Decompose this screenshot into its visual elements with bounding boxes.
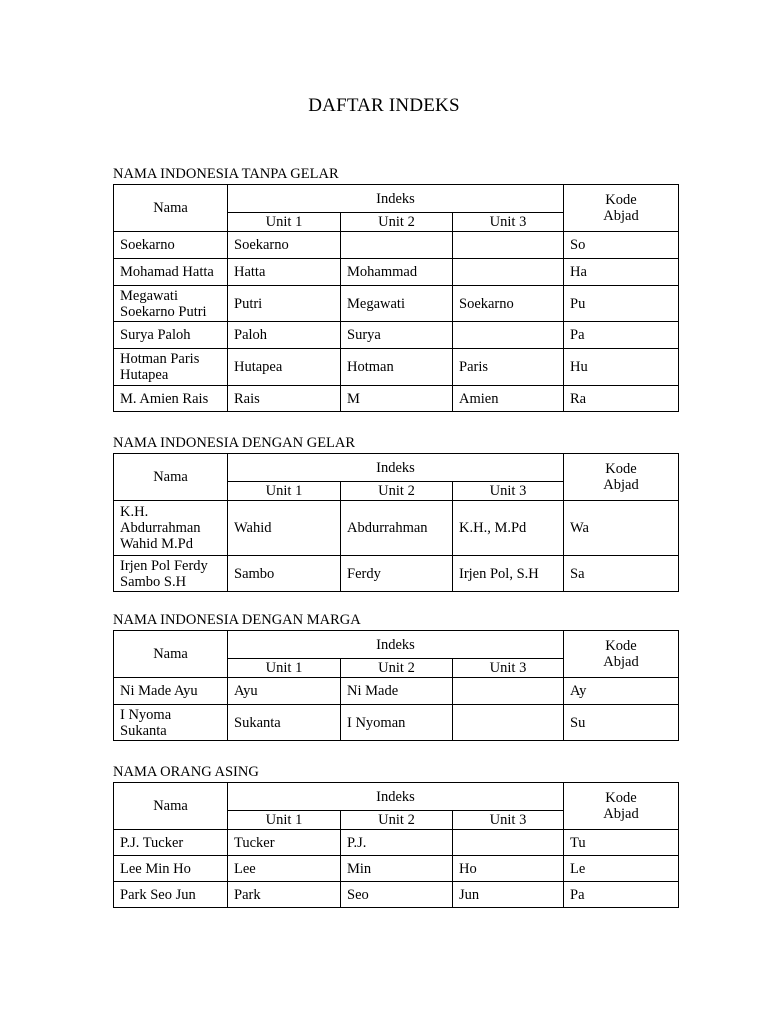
header-indeks: Indeks [228,185,564,213]
header-unit1: Unit 1 [228,482,341,501]
table-row [114,830,679,856]
index-table [113,453,679,592]
section-heading: NAMA INDONESIA DENGAN MARGA [113,612,361,628]
cell-kode: Ay [564,678,679,705]
header-unit3: Unit 3 [453,213,564,232]
header-row [114,454,679,482]
cell-nama [114,259,228,286]
cell-unit3 [453,830,564,856]
header-unit1: Unit 1 [228,659,341,678]
table-row [114,259,679,286]
table-row [114,678,679,705]
header-kode-line2: Abjad [603,654,639,670]
cell-nama [114,678,228,705]
cell-unit3 [453,322,564,349]
cell-nama-line: Megawati [120,287,178,304]
cell-unit2: Abdurrahman [341,501,453,556]
cell-unit1: Park [228,882,341,908]
header-row [114,783,679,811]
cell-unit2: M [341,386,453,412]
cell-unit3: Soekarno [453,286,564,322]
header-row [114,631,679,659]
cell-unit2: Megawati [341,286,453,322]
header-indeks: Indeks [228,454,564,482]
cell-unit2: I Nyoman [341,705,453,741]
cell-unit2: P.J. [341,830,453,856]
table-row [114,501,679,556]
cell-nama-line: Lee Min Ho [120,860,191,877]
cell-unit1: Putri [228,286,341,322]
cell-unit3: Amien [453,386,564,412]
cell-nama-line: Hutapea [120,367,169,383]
table-row [114,386,679,412]
cell-kode: Ra [564,386,679,412]
cell-unit3: K.H., M.Pd [453,501,564,556]
header-kode-abjad [564,783,679,830]
header-kode-line1: Kode [605,192,637,208]
cell-unit2: Ferdy [341,556,453,592]
header-kode-line1: Kode [605,461,637,477]
header-indeks: Indeks [228,631,564,659]
header-unit2: Unit 2 [341,213,453,232]
cell-kode: Pa [564,882,679,908]
table-row [114,286,679,322]
header-nama: Nama [114,185,228,232]
header-unit2: Unit 2 [341,482,453,501]
header-unit3: Unit 3 [453,482,564,501]
cell-nama-line: Sambo S.H [120,573,187,590]
cell-nama-line: Irjen Pol Ferdy [120,557,208,574]
cell-nama-line: Mohamad Hatta [120,264,214,280]
table-row [114,232,679,259]
cell-unit1: Sambo [228,556,341,592]
cell-kode: Wa [564,501,679,556]
cell-unit3 [453,259,564,286]
cell-kode: Sa [564,556,679,592]
cell-nama [114,386,228,412]
header-unit3: Unit 3 [453,811,564,830]
cell-unit1: Rais [228,386,341,412]
section-heading: NAMA ORANG ASING [113,764,259,780]
cell-unit3: Jun [453,882,564,908]
cell-unit3 [453,678,564,705]
cell-unit1: Ayu [228,678,341,705]
section-heading: NAMA INDONESIA TANPA GELAR [113,166,339,182]
cell-nama [114,349,228,386]
cell-nama-line: Surya Paloh [120,327,191,343]
cell-unit3 [453,232,564,259]
cell-unit1: Wahid [228,501,341,556]
cell-nama-line: Soekarno [120,237,175,253]
cell-kode: Le [564,856,679,882]
cell-nama [114,830,228,856]
cell-kode: Hu [564,349,679,386]
cell-unit3: Irjen Pol, S.H [453,556,564,592]
cell-nama-line: Sukanta [120,722,167,739]
cell-unit1: Sukanta [228,705,341,741]
page-title: DAFTAR INDEKS [308,95,460,116]
cell-unit2: Mohammad [341,259,453,286]
index-table [113,630,679,741]
cell-kode: So [564,232,679,259]
cell-unit2: Hotman [341,349,453,386]
cell-kode: Pu [564,286,679,322]
cell-unit1: Soekarno [228,232,341,259]
cell-unit3: Ho [453,856,564,882]
table-row [114,882,679,908]
index-table [113,782,679,908]
cell-nama [114,705,228,741]
cell-nama [114,286,228,322]
cell-nama [114,322,228,349]
cell-nama [114,556,228,592]
cell-nama [114,501,228,556]
cell-nama-line: Abdurrahman [120,520,201,536]
header-indeks: Indeks [228,783,564,811]
cell-unit1: Lee [228,856,341,882]
cell-nama-line: Soekarno Putri [120,303,207,320]
cell-nama-line: I Nyoma [120,706,172,723]
table-row [114,705,679,741]
cell-unit2: Min [341,856,453,882]
cell-unit2 [341,232,453,259]
cell-kode: Pa [564,322,679,349]
cell-nama [114,856,228,882]
header-nama: Nama [114,631,228,678]
cell-nama-line: Park Seo Jun [120,886,196,903]
header-unit1: Unit 1 [228,811,341,830]
cell-unit2: Surya [341,322,453,349]
cell-nama-line: M. Amien Rais [120,390,209,407]
cell-unit1: Hutapea [228,349,341,386]
cell-nama [114,882,228,908]
header-unit1: Unit 1 [228,213,341,232]
header-unit2: Unit 2 [341,811,453,830]
header-kode-line2: Abjad [603,806,639,822]
header-nama: Nama [114,783,228,830]
index-table [113,184,679,412]
cell-nama-line: P.J. Tucker [120,834,184,851]
cell-kode: Su [564,705,679,741]
table-row [114,349,679,386]
header-kode-abjad [564,185,679,232]
cell-nama-line: Wahid M.Pd [120,536,193,552]
header-kode-line1: Kode [605,790,637,806]
cell-unit1: Paloh [228,322,341,349]
header-kode-line1: Kode [605,638,637,654]
header-nama: Nama [114,454,228,501]
header-unit3: Unit 3 [453,659,564,678]
cell-unit2: Ni Made [341,678,453,705]
cell-nama [114,232,228,259]
cell-unit1: Hatta [228,259,341,286]
cell-nama-line: Ni Made Ayu [120,683,198,699]
header-row [114,185,679,213]
table-row [114,856,679,882]
table-row [114,556,679,592]
cell-unit3: Paris [453,349,564,386]
header-unit2: Unit 2 [341,659,453,678]
section-heading: NAMA INDONESIA DENGAN GELAR [113,435,356,451]
header-kode-line2: Abjad [603,208,639,224]
header-kode-abjad [564,631,679,678]
table-row [114,322,679,349]
cell-unit3 [453,705,564,741]
cell-nama-line: Hotman Paris [120,351,200,367]
cell-unit2: Seo [341,882,453,908]
cell-unit1: Tucker [228,830,341,856]
header-kode-abjad [564,454,679,501]
cell-nama-line: K.H. [120,504,149,520]
header-kode-line2: Abjad [603,477,639,493]
cell-kode: Ha [564,259,679,286]
cell-kode: Tu [564,830,679,856]
